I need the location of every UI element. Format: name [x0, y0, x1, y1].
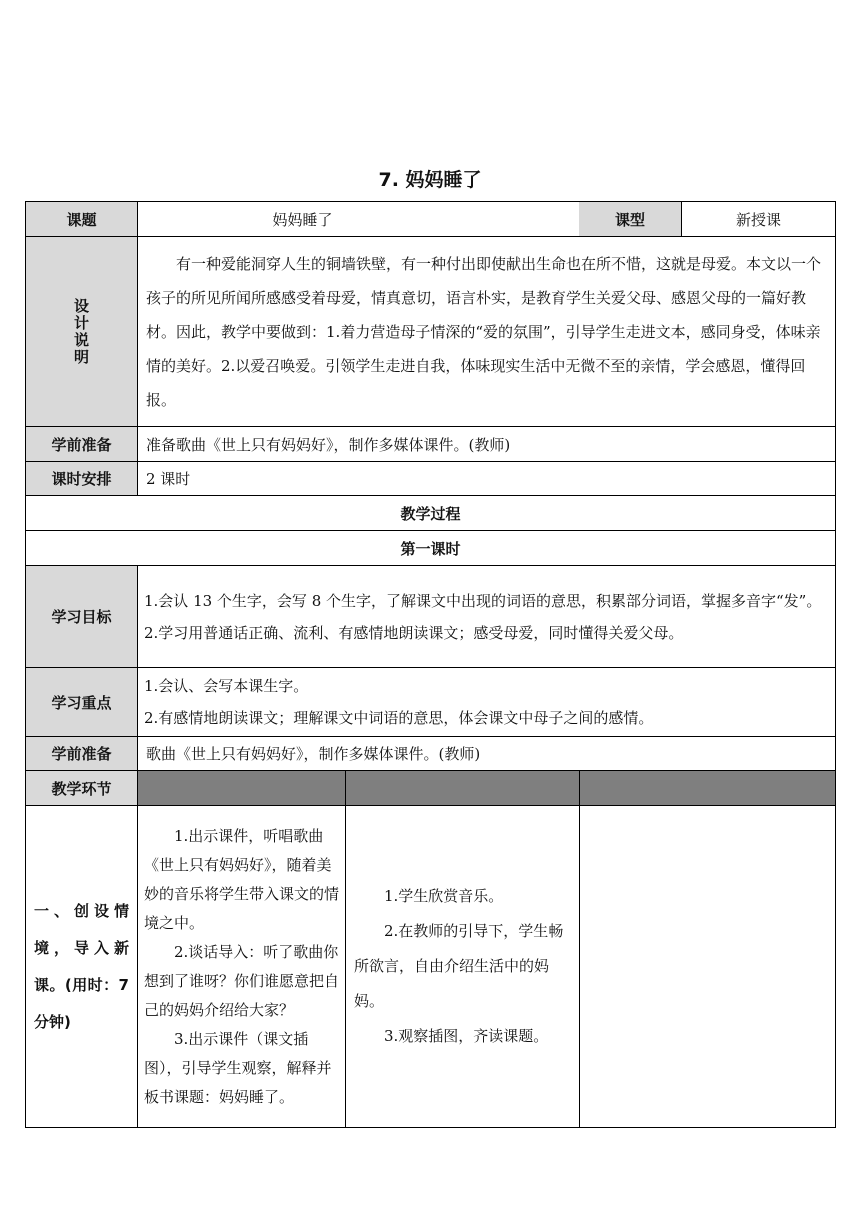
- topic-value: 妈妈睡了: [138, 202, 580, 237]
- type-cell: [580, 202, 836, 237]
- type-value: 新授课: [736, 210, 782, 229]
- design-text: 有一种爱能洞穿人生的铜墙铁壁，有一种付出即使献出生命也在所不惜，这就是母爱。本文以一个孩子的所见所闻所感感受着母爱，情真意切，语言朴实，是教育学生关爱父母、感恩父母的一篇好教材。因此，教学中要做到：1.着力营造母子情深的“爱的氛围”，引导学生走进文本，感同身受，体味亲情的美好。2.以爱召唤爱。引领学生走进自我，体味现实生活中无微不至的亲情，学会感恩，懂得回报。: [146, 254, 822, 409]
- design-text-cell: [138, 237, 836, 427]
- topic-label: 课题: [26, 202, 138, 237]
- teacher-activity: 1.出示课件，听唱歌曲《世上只有妈妈好》，随着美妙的音乐将学生带入课文的情境之中。: [144, 826, 340, 932]
- goals-label: 学习目标: [26, 566, 138, 668]
- goal-item: 1.会认 13 个生字，会写 8 个生字，了解课文中出现的词语的意思，积累部分词语，掌握多音字“发”。: [144, 591, 822, 610]
- process-title: 教学过程: [26, 496, 836, 531]
- period-row: [26, 531, 836, 566]
- step1-teacher-cell: [138, 806, 346, 1128]
- prep2-text: 歌曲《世上只有妈妈好》，制作多媒体课件。(教师): [138, 737, 836, 771]
- teacher-activity: 3.出示课件（课文插图），引导学生观察，解释并板书课题：妈妈睡了。: [144, 1029, 332, 1106]
- schedule-label: 课时安排: [26, 462, 138, 496]
- steps-header-blank: [580, 771, 836, 806]
- prep-text: 准备歌曲《世上只有妈妈好》，制作多媒体课件。(教师): [138, 427, 836, 462]
- design-label-char: 说: [73, 330, 89, 349]
- prep-label: 学前准备: [26, 427, 138, 462]
- topic-row: [26, 202, 836, 237]
- type-label: 课型: [579, 202, 682, 236]
- document-title: 7. 妈妈睡了: [378, 169, 482, 191]
- design-label-char: 计: [73, 313, 89, 332]
- design-row: [26, 237, 836, 427]
- steps-header-blank: [346, 771, 580, 806]
- period-title: 第一课时: [26, 531, 836, 566]
- student-activity: 2.在教师的引导下，学生畅所欲言，自由介绍生活中的妈妈。: [354, 922, 564, 1010]
- step1-student-cell: [346, 806, 580, 1128]
- step1-row: [26, 806, 836, 1128]
- goals-row: [26, 566, 836, 668]
- teacher-activity: 2.谈话导入：听了歌曲你想到了谁呀？你们谁愿意把自己的妈妈介绍给大家？: [144, 942, 340, 1019]
- schedule-text: 2 课时: [138, 462, 836, 496]
- student-activity: 1.学生欣赏音乐。: [384, 887, 504, 905]
- steps-label: 教学环节: [26, 771, 138, 806]
- prep2-label: 学前准备: [26, 737, 138, 771]
- focus-item: 2.有感情地朗读课文；理解课文中词语的意思，体会课文中母子之间的感情。: [144, 709, 654, 727]
- steps-header-blank: [138, 771, 346, 806]
- design-label: [26, 237, 138, 427]
- lesson-plan-table: [25, 201, 836, 1128]
- schedule-row: [26, 462, 836, 496]
- prep2-row: [26, 737, 836, 771]
- design-label-char: 明: [73, 347, 89, 366]
- focus-row: [26, 668, 836, 737]
- design-label-char: 设: [73, 296, 89, 315]
- step1-name: 一、创设情境，导入新课。(用时：7 分钟): [26, 806, 138, 1128]
- focus-cell: [138, 668, 836, 737]
- student-activity: 3.观察插图，齐读课题。: [384, 1027, 549, 1045]
- steps-header-row: [26, 771, 836, 806]
- goals-cell: [138, 566, 836, 668]
- process-row: [26, 496, 836, 531]
- goal-item: 2.学习用普通话正确、流利、有感情地朗读课文；感受母爱，同时懂得关爱父母。: [144, 623, 684, 642]
- step1-notes-cell: [580, 806, 836, 1128]
- prep-row: [26, 427, 836, 462]
- focus-item: 1.会认、会写本课生字。: [144, 677, 309, 695]
- focus-label: 学习重点: [26, 668, 138, 737]
